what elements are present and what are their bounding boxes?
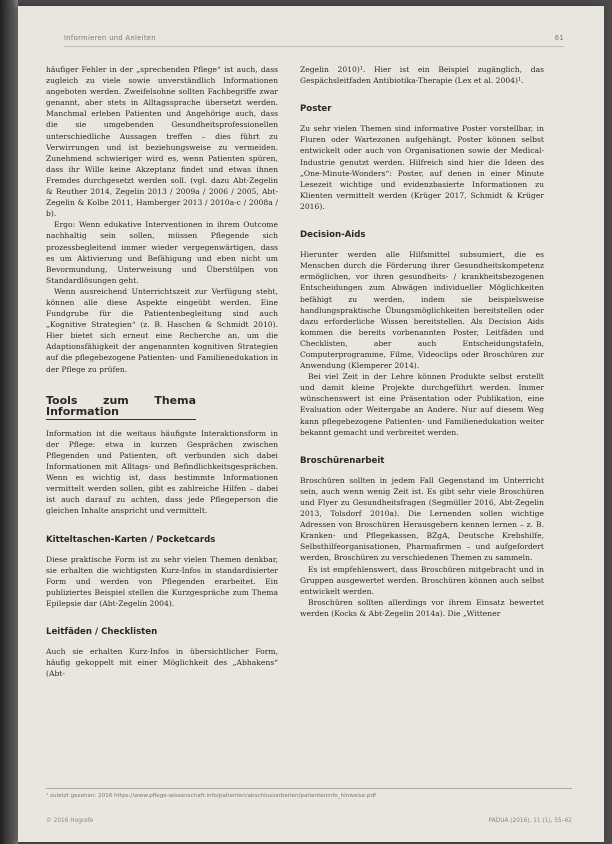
paragraph: Broschüren sollten in jedem Fall Gegenstand im Unterricht sein, auch wenn wenig Zeit ist. Es gibt sehr viele Broschüren und Flyer zu Gesundheitsfragen (Segmüller 2016, Abt-Zegelin 2013, Tolsdorf 2010a). Die Lernenden sollen wichtige Adressen von Broschüren Herausgebern kennen lernen – z. B. Kranken- und Pflegekassen, BZgA, Deutsche Krebshilfe, Selbsthilfeorganisationen, Pharmafirmen – und aufgefordert werden, Broschüren zu verschiedenen Themen zu sammeln. bbox=[300, 475, 544, 563]
subsection-heading: Broschürenarbeit bbox=[300, 455, 385, 466]
right-column bbox=[300, 64, 544, 619]
running-header bbox=[64, 34, 564, 47]
page-footer bbox=[46, 818, 572, 828]
subsection-heading: Decision-Aids bbox=[300, 230, 366, 241]
footer-citation: PADUA (2016), 11 (1), 55–62 bbox=[488, 818, 572, 824]
section-heading: Tools zum Thema Information bbox=[46, 395, 196, 420]
paragraph: Broschüren sollten allerdings vor ihrem Einsatz bewertet werden (Kocks & Abt-Zegelin 2014a). Die „Wittener bbox=[300, 597, 544, 618]
paragraph: Bei viel Zeit in der Lehre können Produkte selbst erstellt und damit kleine Projekte durchgeführt werden. Immer wünschenswert ist eine Präsentation oder Publikation, eine Evaluation oder Weitergabe an Andere. Nur auf diesem Weg kann pflegebezogene Patienten- und Familienedukation weiter bekannt gemacht und verbreitet werden. bbox=[300, 372, 544, 437]
page-number: 61 bbox=[554, 34, 564, 42]
paragraph: Zu sehr vielen Themen sind informative Poster vorstellbar, in Fluren oder Wartezonen aufgehängt. Poster können selbst entwickelt oder auch von Organisationen sowie der Medical-Industrie genutzt werden. Hilfreich sind hier die Ideen des „One-Minute-Wonders“: Poster, auf denen in einer Minute Lesezeit wichtige und evidenzbasierte Informationen zu Klienten vermittelt werden (Krüger 2017, Schmidt & Krüger 2016). bbox=[300, 124, 544, 211]
book-binding-shadow bbox=[0, 0, 18, 844]
paragraph: Information ist die weitaus häufigste Interaktionsform in der Pflege: etwa in kurzen Gesprächen zwischen Pflegenden und Patienten, oft verbunden sich dabei Informationen mit Alltags- und Befindlichkeitsgesprächen. Wenn es wichtig ist, dass bestimmte Informationen vermittelt werden sollen, gibt es zahlreiche Hilfen – dabei ist auch darauf zu achten, dass jede Pflegeperson die gleichen Inhalte anspricht und vermittelt. bbox=[46, 428, 278, 516]
paragraph: häufiger Fehler in der „sprechenden Pflege“ ist auch, dass zugleich zu viele sowie unverständlich Informationen angeboten werden. Zweifelsohne sollten Fachbegriffe zwar genannt, aber stets in Alltagssprache übersetzt werden. Manchmal erleben Patienten und Angehörige auch, dass die sie umgebenden Gesundheitsprofessionellen unterschiedliche Aussagen treffen – dies führt zu Verwirrungen und ist beziehungsweise zu vermeiden. Zunehmend schwieriger wird es, wenn Patienten spüren, dass ihr Wille keine Akzeptanz findet und etwas ihnen Fremdes durchgesetzt werden soll. (vgl. dazu Abt-Zegelin & Reuther 2014, Zegelin 2013 / 2009a / 2006 / 2005, Abt-Zegelin & Kolbe 2011, Hamberger 2013 / 2010a-c / 2008a / b). bbox=[46, 65, 278, 219]
paragraph: Zegelin 2010)¹. Hier ist ein Beispiel zugänglich, das Gespächsleitfaden Antibiotika-Therapie (Lex et al. 2004)¹. bbox=[300, 65, 544, 86]
left-column bbox=[46, 64, 278, 680]
subsection-heading: Leitfäden / Checklisten bbox=[46, 627, 158, 638]
running-header-title: Informieren und Anleiten bbox=[64, 34, 156, 42]
footer-publisher: © 2016 Hogrefe bbox=[46, 818, 94, 824]
paragraph: Ergo: Wenn edukative Interventionen in ihrem Outcome nachhaltig sein sollen, müssen Pflegende sich prozessbegleitend immer wieder vergegenwärtigen, dass es um Aktivierung und Befähigung und eben nicht um Bevormundung, Unterweisung und Überstülpen von Standardlösungen geht. bbox=[46, 220, 278, 285]
footnote: ¹ zuletzt gesehen: 2016 https://www.pflege-wissenschaft.info/patienten/abschlussarbeiten/patienteninfo_hinweise.pdf bbox=[46, 788, 572, 799]
paragraph: Auch sie erhalten Kurz-Infos in übersichtlicher Form, häufig gekoppelt mit einer Möglichkeit des „Abhakens“ (Abt- bbox=[46, 647, 278, 679]
subsection-heading: Poster bbox=[300, 104, 332, 115]
paragraph: Es ist empfehlenswert, dass Broschüren mitgebracht und in Gruppen ausgewertet werden. Broschüren können auch selbst entwickelt werden. bbox=[300, 564, 544, 596]
paragraph: Diese praktische Form ist zu sehr vielen Themen denkbar, sie erhalten die wichtigsten Kurz-Infos in standardisierter Form und werden von Pflegenden erarbeitet. Ein publiziertes Beispiel stellen die Kurzgespräche zum Thema Epilepsie dar (Abt-Zegelin 2004). bbox=[46, 554, 278, 609]
paragraph: Wenn ausreichend Unterrichtszeit zur Verfügung steht, können alle diese Aspekte eingeübt werden. Eine Fundgrube für die Patientenbegleitung sind auch „Kognitive Strategien“ (z. B. Haschen & Schmidt 2010). Hier bietet sich erneut eine Recherche an, um die Adaptionsfähigkeit der angenannten kognitiven Strategien auf die pflegebezogene Patienten- und Familienedukation in der Pflege zu prüfen. bbox=[46, 286, 278, 374]
subsection-heading: Kitteltaschen-Karten / Pocketcards bbox=[46, 534, 216, 545]
paragraph: Hierunter werden alle Hilfsmittel subsumiert, die es Menschen durch die Förderung ihrer Gesundheitskompetenz ermöglichen, vor ihren gesundheits- / krankheitsbezogenen Entscheidungen zum Abwägen individueller Möglichkeiten befähigt zu werden, indem sie beispielsweise handlungspraktische Übungsmöglichkeiten bereitstellen oder dazu erforderliche Wissen bereitstellen. Als Decision Aids kommen die bereits vorbenannten Poster, Leitfäden und Checklisten, aber auch Entscheidungstafeln, Computerprogramme, Filme, Videoclips oder Broschüren zur Anwendung (Klemperer 2014). bbox=[300, 250, 544, 371]
